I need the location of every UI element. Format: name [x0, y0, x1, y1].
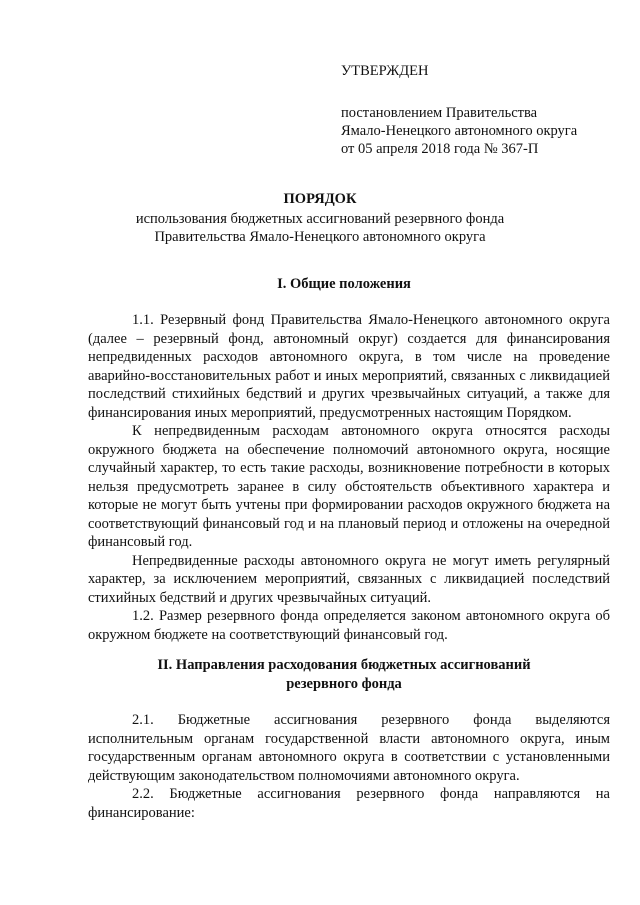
section-heading-line: II. Направления расходования бюджетных ассигнований — [157, 657, 531, 673]
section-2-heading — [88, 656, 600, 694]
approval-line: от 05 апреля 2018 года № 367-П — [341, 141, 539, 157]
document-title: ПОРЯДОК — [283, 191, 357, 207]
document-subtitle-line: использования бюджетных ассигнований резервного фонда — [135, 211, 505, 227]
paragraph: К непредвиденным расходам автономного округа относятся расходы окружного бюджета на обеспечение полномочий автономного округа, носящие случайный характер, то есть такие расходы, возникновение потребности в которых нельзя предусмотреть заранее в силу обстоятельств объективного характера и которые не могут быть учтены при формировании расходов окружного бюджета на соответствующий финансовый год и на плановый период и отложены на очередной финансовый год. — [88, 423, 610, 550]
approval-line: Ямало-Ненецкого автономного округа — [341, 123, 578, 139]
document-subtitle-line: Правительства Ямало-Ненецкого автономного округа — [154, 229, 486, 245]
paragraph: Непредвиденные расходы автономного округа не могут иметь регулярный характер, за исключением мероприятий, связанных с ликвидацией последствий стихийных бедствий и других чрезвычайных ситуаций. — [88, 552, 610, 606]
section-1-body — [88, 311, 610, 644]
paragraph: 2.1. Бюджетные ассигнования резервного фонда выделяются исполнительным органам государственной власти автономного округа, иным государственным органам автономного округа в соответствии с установленными действующим законодательством полномочиями автономного округа. — [88, 712, 610, 784]
section-heading-line: резервного фонда — [286, 676, 402, 692]
document-title-block — [0, 190, 640, 246]
approval-line: постановлением Правительства — [341, 105, 538, 121]
approval-stamp — [341, 62, 577, 158]
paragraph: 1.1. Резервный фонд Правительства Ямало-Ненецкого автономного округа (далее – резервный фонд, автономный округ) создается для финансирования непредвиденных расходов автономного округа, в том числе на проведение аварийно-восстановительных работ и иных мероприятий, связанных с ликвидацией последствий стихийных бедствий и других чрезвычайных ситуаций, а также для финансирования иных мероприятий, предусмотренных настоящим Порядком. — [88, 312, 610, 421]
section-1-heading — [88, 275, 600, 294]
section-2-body — [88, 711, 610, 822]
paragraph: 2.2. Бюджетные ассигнования резервного фонда направляются на финансирование: — [88, 786, 610, 821]
paragraph: 1.2. Размер резервного фонда определяется законом автономного округа об окружном бюджете на соответствующий финансовый год. — [88, 608, 610, 643]
section-heading-line: I. Общие положения — [277, 276, 411, 292]
approval-heading: УТВЕРЖДЕН — [341, 63, 429, 79]
